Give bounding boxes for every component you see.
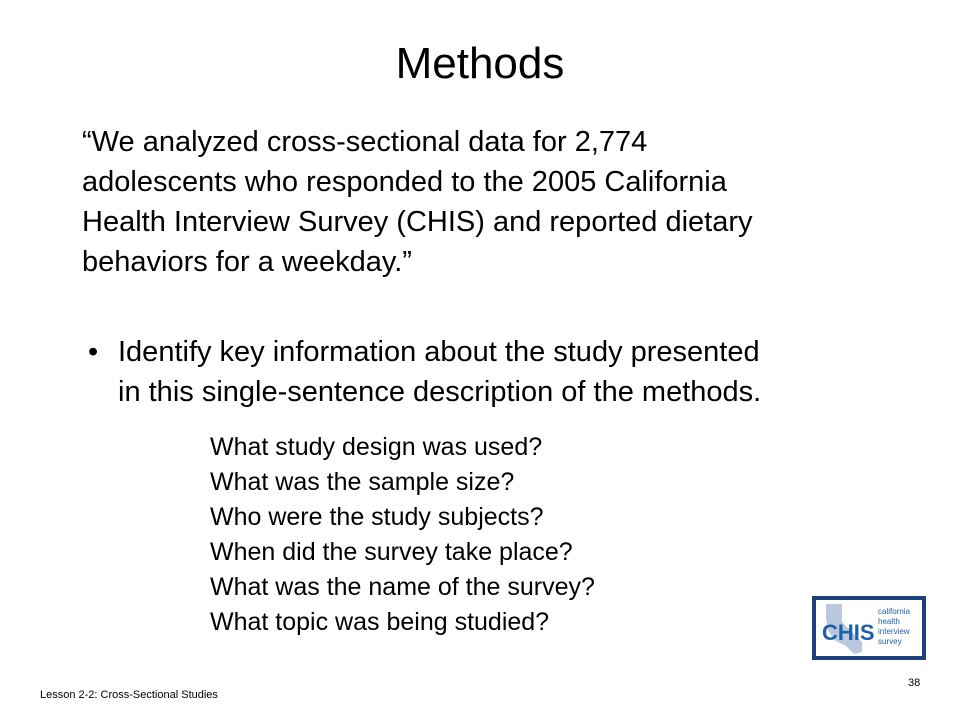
quote-line: adolescents who responded to the 2005 California bbox=[82, 166, 727, 198]
quote-line: behaviors for a weekday.” bbox=[82, 246, 412, 278]
bullet-line: Identify key information about the study presented bbox=[118, 336, 760, 368]
logo-text-line: survey bbox=[878, 637, 902, 646]
question-item: What study design was used? bbox=[210, 433, 543, 461]
chis-logo-graphic bbox=[816, 600, 922, 656]
logo-text-line: health bbox=[878, 617, 900, 626]
question-item: Who were the study subjects? bbox=[210, 503, 544, 531]
slide-title: Methods bbox=[395, 39, 565, 88]
bullet-line: in this single-sentence description of the methods. bbox=[118, 376, 762, 408]
question-item: What topic was being studied? bbox=[210, 608, 550, 636]
question-item: What was the sample size? bbox=[210, 468, 515, 496]
logo-text-line: interview bbox=[878, 627, 910, 636]
quote-line: “We analyzed cross-sectional data for 2,774 bbox=[82, 126, 648, 158]
quote-line: Health Interview Survey (CHIS) and reported dietary bbox=[82, 206, 753, 238]
question-item: When did the survey take place? bbox=[210, 538, 573, 566]
logo-abbr: CHIS bbox=[822, 620, 875, 645]
question-list bbox=[210, 430, 595, 640]
methods-quote bbox=[82, 122, 902, 282]
page-number: 38 bbox=[908, 677, 921, 689]
bullet-text bbox=[118, 332, 918, 412]
question-item: What was the name of the survey? bbox=[210, 573, 595, 601]
footer-lesson: Lesson 2-2: Cross-Sectional Studies bbox=[40, 689, 218, 701]
bullet-marker: • bbox=[88, 336, 99, 368]
chis-logo bbox=[812, 596, 926, 660]
logo-text-line: california bbox=[878, 607, 911, 616]
